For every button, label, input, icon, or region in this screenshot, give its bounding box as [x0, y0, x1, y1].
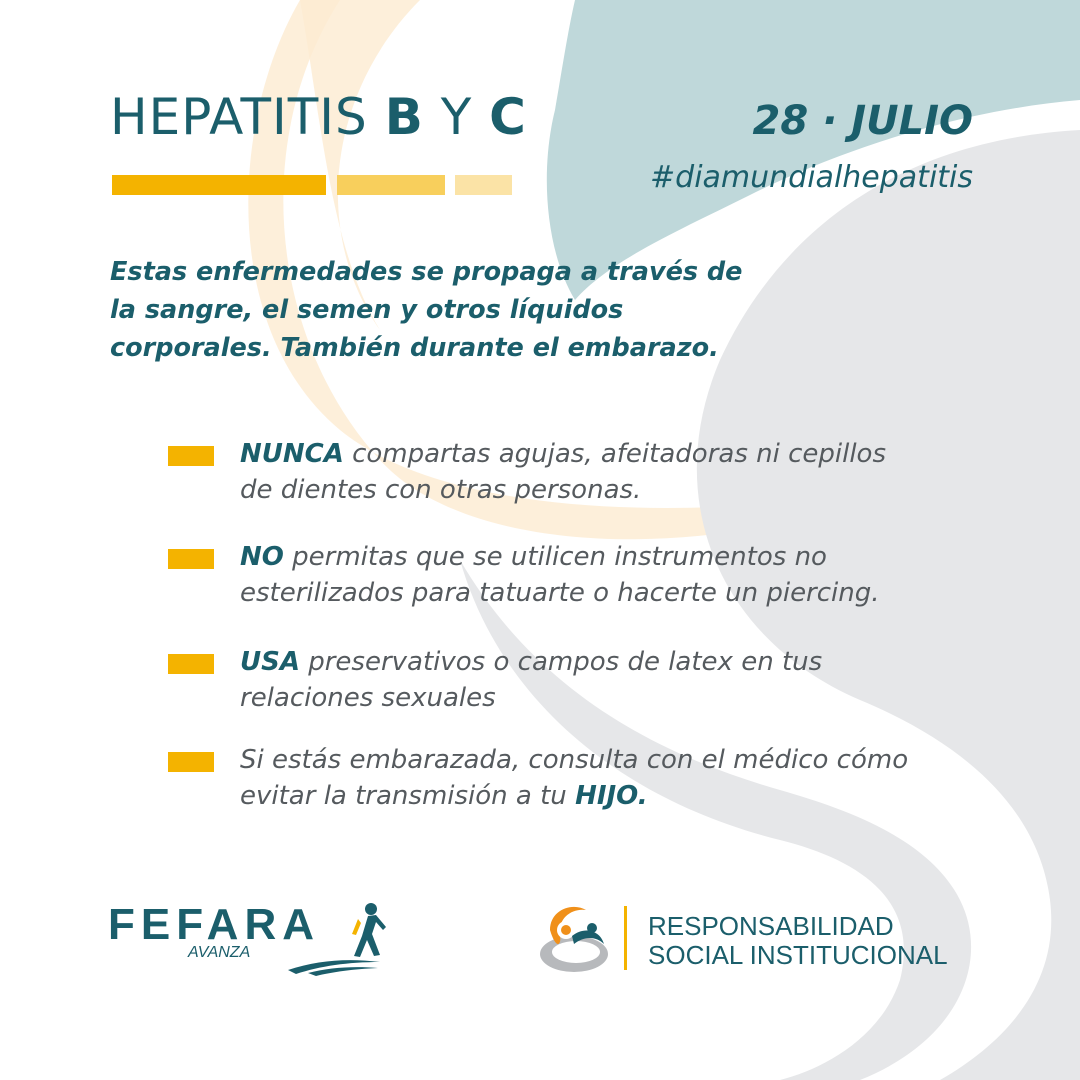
rsi-label	[648, 912, 948, 970]
rsi-line-2: SOCIAL INSTITUCIONAL	[648, 940, 948, 970]
tip-text	[240, 742, 940, 814]
fefara-wordmark: FEFARA	[108, 900, 320, 949]
fefara-logo	[108, 900, 398, 980]
hashtag: #diamundialhepatitis	[650, 160, 973, 195]
accent-bar-2	[337, 175, 445, 195]
tip-text-line1: permitas que se utilicen instrumentos no	[283, 542, 827, 572]
bullet-marker	[168, 446, 214, 466]
bullet-marker	[168, 654, 214, 674]
fefara-tagline: AVANZA	[188, 944, 251, 961]
tip-keyword: USA	[240, 647, 300, 677]
intro-paragraph	[110, 253, 810, 367]
event-date: 28 · JULIO	[752, 98, 973, 144]
bullet-marker	[168, 549, 214, 569]
tip-text-line1: compartas agujas, afeitadoras ni cepillos	[343, 439, 887, 469]
title-prefix: HEPATITIS	[110, 88, 385, 146]
intro-line: corporales. También durante el embarazo.	[110, 333, 719, 363]
intro-line: Estas enfermedades se propaga a través de	[110, 257, 743, 287]
tip-keyword: NUNCA	[240, 439, 344, 469]
tip-text-line2: de dientes con otras personas.	[240, 475, 642, 505]
rsi-divider	[624, 906, 627, 970]
tip-text	[240, 436, 940, 508]
walking-person-icon	[268, 900, 398, 976]
tip-text	[240, 644, 940, 716]
page-title	[110, 88, 527, 146]
title-letter-c: C	[489, 88, 527, 146]
tip-text	[240, 539, 940, 611]
title-conjunction: Y	[423, 88, 490, 146]
tip-text-line1: preservativos o campos de latex en tus	[299, 647, 823, 677]
accent-bar-3	[455, 175, 512, 195]
title-letter-b: B	[384, 88, 424, 146]
tip-text-line2: evitar la transmisión a tu	[240, 781, 576, 811]
accent-bar-1	[112, 175, 326, 195]
tip-text-line1: Si estás embarazada, consulta con el médico cómo	[240, 745, 909, 775]
tip-keyword: HIJO.	[575, 781, 648, 811]
rsi-line-1: RESPONSABILIDAD	[648, 911, 894, 941]
rsi-logo-icon	[532, 900, 610, 976]
tip-keyword: NO	[240, 542, 284, 572]
intro-line: la sangre, el semen y otros líquidos	[110, 295, 624, 325]
tip-text-line2: esterilizados para tatuarte o hacerte un piercing.	[240, 578, 880, 608]
bullet-marker	[168, 752, 214, 772]
tip-text-line2: relaciones sexuales	[240, 683, 496, 713]
